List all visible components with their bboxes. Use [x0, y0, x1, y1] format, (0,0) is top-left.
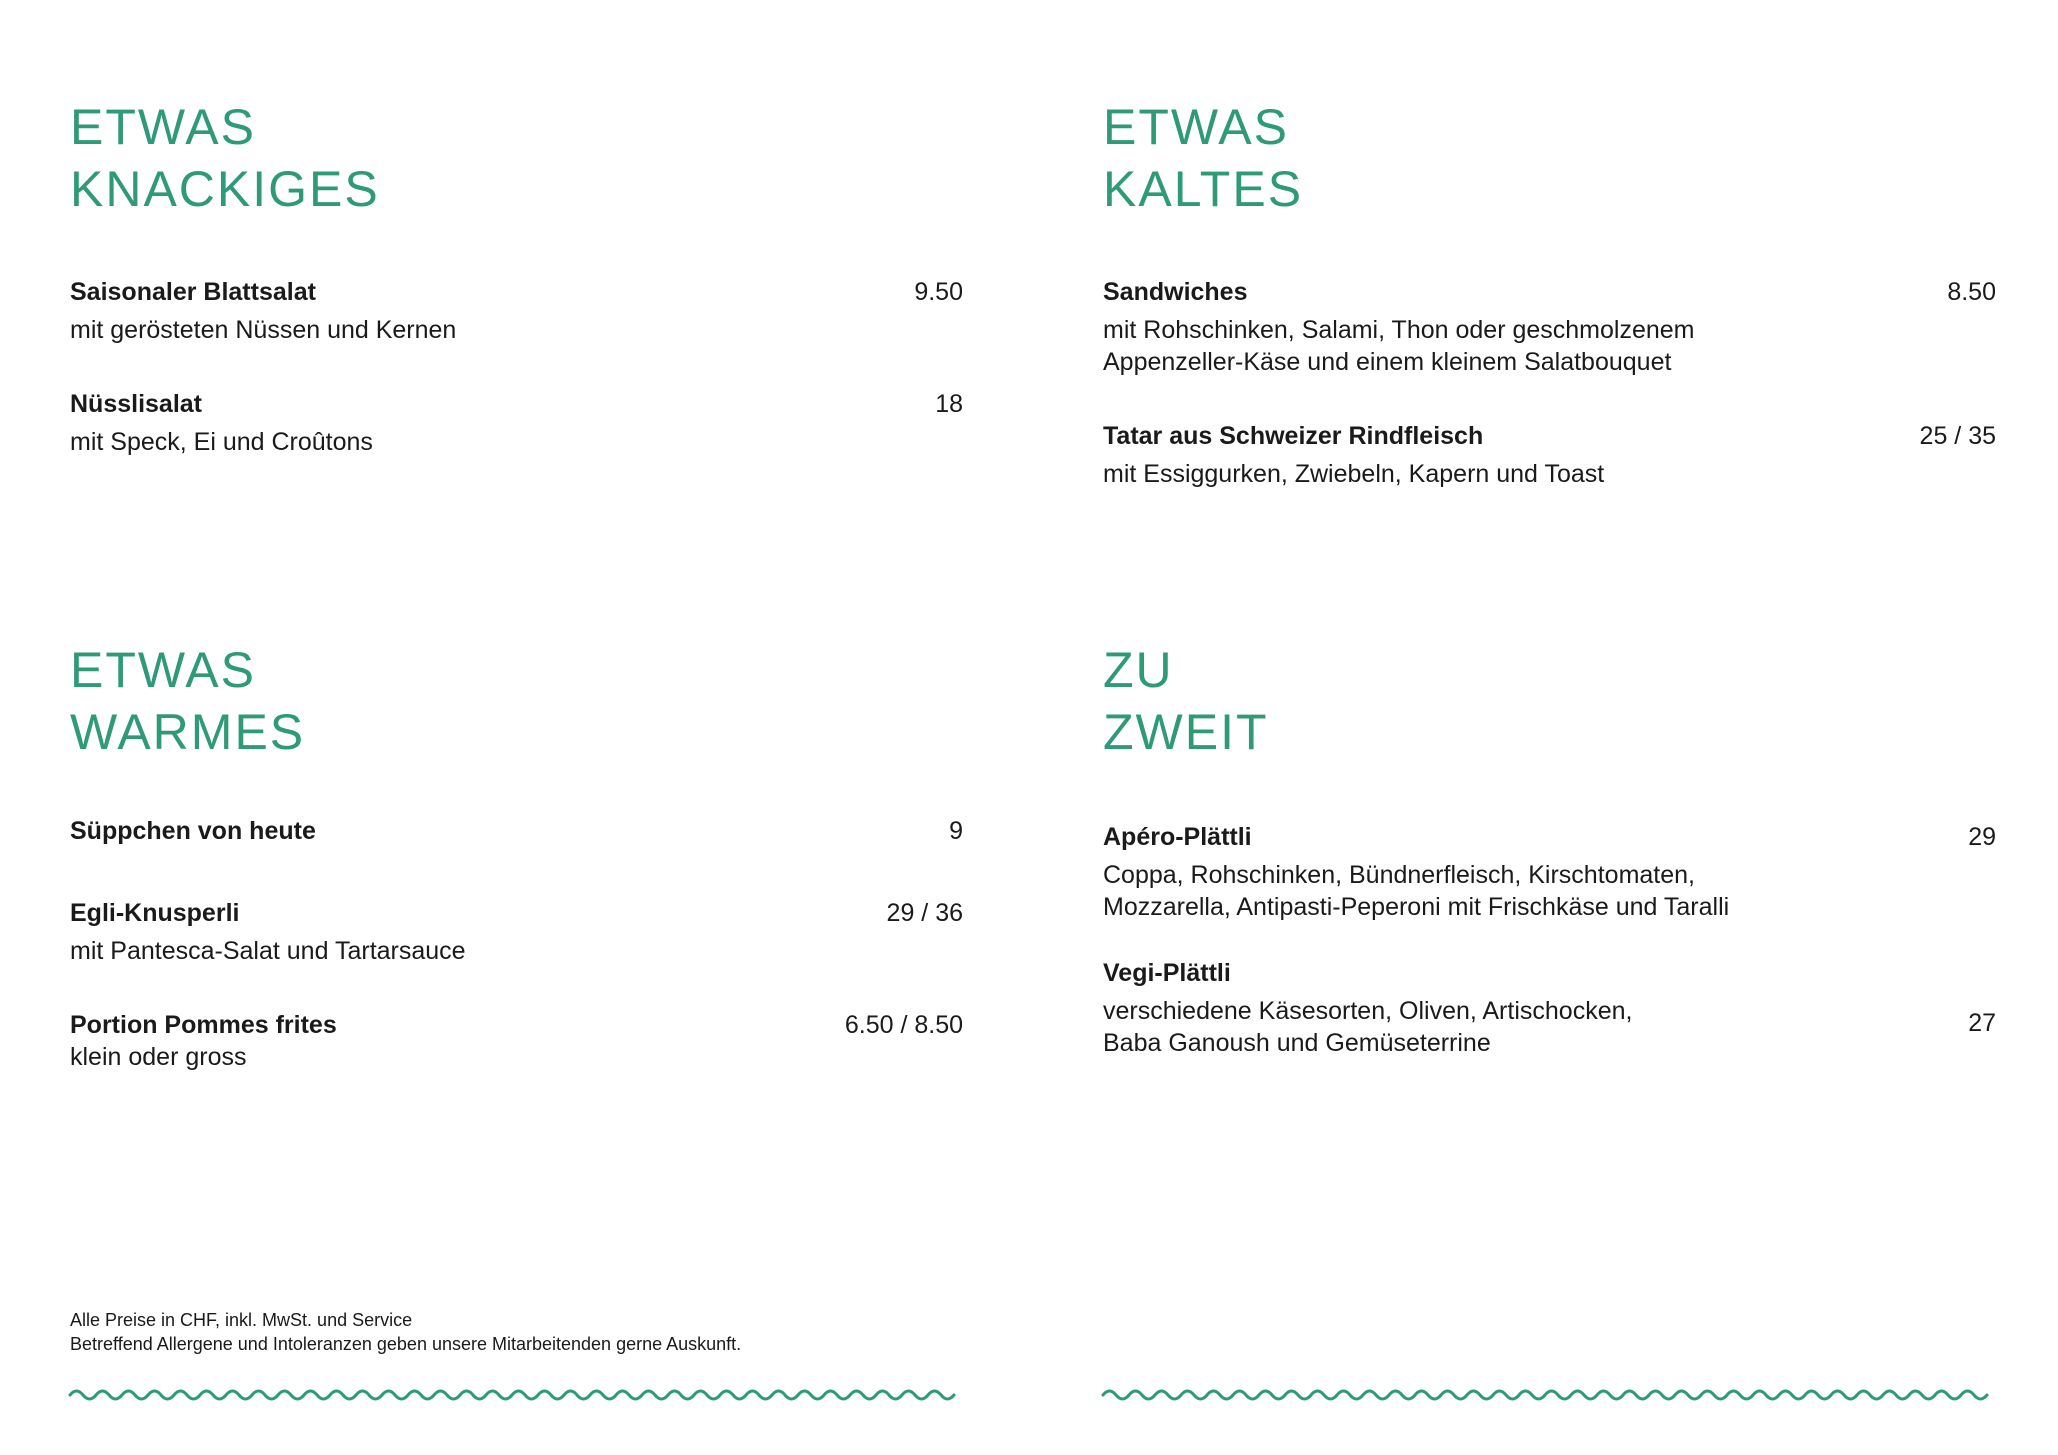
- section-title: [1103, 639, 1996, 763]
- item-description: mit gerösteten Nüssen und Kernen: [70, 316, 457, 344]
- item-price: 6.50 / 8.50: [844, 1011, 963, 1039]
- menu-item: [70, 276, 963, 346]
- menu-item: [70, 897, 963, 967]
- item-name: Saisonaler Blattsalat: [70, 278, 316, 306]
- item-name: Sandwiches: [1103, 278, 1248, 306]
- item-price: 27: [1968, 1009, 1996, 1037]
- section-title-line1: ETWAS: [70, 99, 256, 155]
- item-description: mit Pantesca-Salat und Tartarsauce: [70, 937, 466, 965]
- menu-item: [70, 388, 963, 458]
- menu-item: [70, 1009, 963, 1073]
- section-title-line2: KNACKIGES: [70, 161, 380, 217]
- menu-item: [70, 815, 963, 847]
- item-description-line2: Baba Ganoush und Gemüseterrine: [1103, 1029, 1491, 1057]
- section-title-line1: ETWAS: [1103, 99, 1289, 155]
- section-title-line1: ZU: [1103, 642, 1174, 698]
- item-name: Süppchen von heute: [70, 817, 316, 845]
- item-price: 9.50: [914, 278, 963, 306]
- section-title: [70, 639, 963, 763]
- section-title-line2: WARMES: [70, 704, 306, 760]
- footnote-allergens: Betreffend Allergene und Intoleranzen geben unsere Mitarbeitenden gerne Auskunft.: [70, 1334, 742, 1354]
- item-price: 29 / 36: [886, 899, 963, 927]
- item-name: Egli-Knusperli: [70, 899, 240, 927]
- wave-divider-right: [1101, 1382, 2001, 1408]
- item-name: Portion Pommes frites: [70, 1011, 337, 1039]
- section-kaltes: [1103, 96, 1996, 528]
- item-description: [1103, 859, 1996, 923]
- wave-divider-left: [68, 1382, 968, 1408]
- item-price: 8.50: [1947, 278, 1996, 306]
- item-description-line1: verschiedene Käsesorten, Oliven, Artischocken,: [1103, 997, 1633, 1025]
- menu-item: [1103, 957, 1996, 1059]
- item-description-line2: Appenzeller-Käse und einem kleinem Salatbouquet: [1103, 348, 1672, 376]
- item-list: [70, 815, 963, 1073]
- item-description-line1: mit Rohschinken, Salami, Thon oder geschmolzenem: [1103, 316, 1695, 344]
- section-zweit: [1103, 639, 1996, 1097]
- item-list: [1103, 276, 1996, 490]
- item-description: [1103, 314, 1996, 378]
- section-title-line2: ZWEIT: [1103, 704, 1269, 760]
- item-description-line2: Mozzarella, Antipasti-Peperoni mit Frischkäse und Taralli: [1103, 893, 1730, 921]
- item-description-line1: Coppa, Rohschinken, Bündnerfleisch, Kirschtomaten,: [1103, 861, 1695, 889]
- item-list: [1103, 821, 1996, 1059]
- item-description: [1103, 995, 1996, 1059]
- item-description: mit Essiggurken, Zwiebeln, Kapern und Toast: [1103, 460, 1605, 488]
- item-name: Apéro-Plättli: [1103, 823, 1252, 851]
- item-price: 25 / 35: [1919, 422, 1996, 450]
- item-name: Nüsslisalat: [70, 390, 203, 418]
- item-description: klein oder gross: [70, 1043, 247, 1071]
- item-price: 29: [1968, 823, 1996, 851]
- item-description: mit Speck, Ei und Croûtons: [70, 428, 373, 456]
- menu-item: [1103, 420, 1996, 490]
- item-name: Tatar aus Schweizer Rindfleisch: [1103, 422, 1484, 450]
- menu-item: [1103, 821, 1996, 923]
- section-warmes: [70, 639, 963, 1111]
- section-title-line2: KALTES: [1103, 161, 1304, 217]
- item-name: Vegi-Plättli: [1103, 959, 1231, 987]
- menu-item: [1103, 276, 1996, 378]
- footnote: [70, 1308, 741, 1356]
- footnote-prices: Alle Preise in CHF, inkl. MwSt. und Service: [70, 1310, 413, 1330]
- section-title-line1: ETWAS: [70, 642, 256, 698]
- section-knackiges: [70, 96, 963, 496]
- section-title: [70, 96, 963, 220]
- item-list: [70, 276, 963, 458]
- section-title: [1103, 96, 1996, 220]
- item-price: 18: [935, 390, 963, 418]
- item-price: 9: [949, 817, 963, 845]
